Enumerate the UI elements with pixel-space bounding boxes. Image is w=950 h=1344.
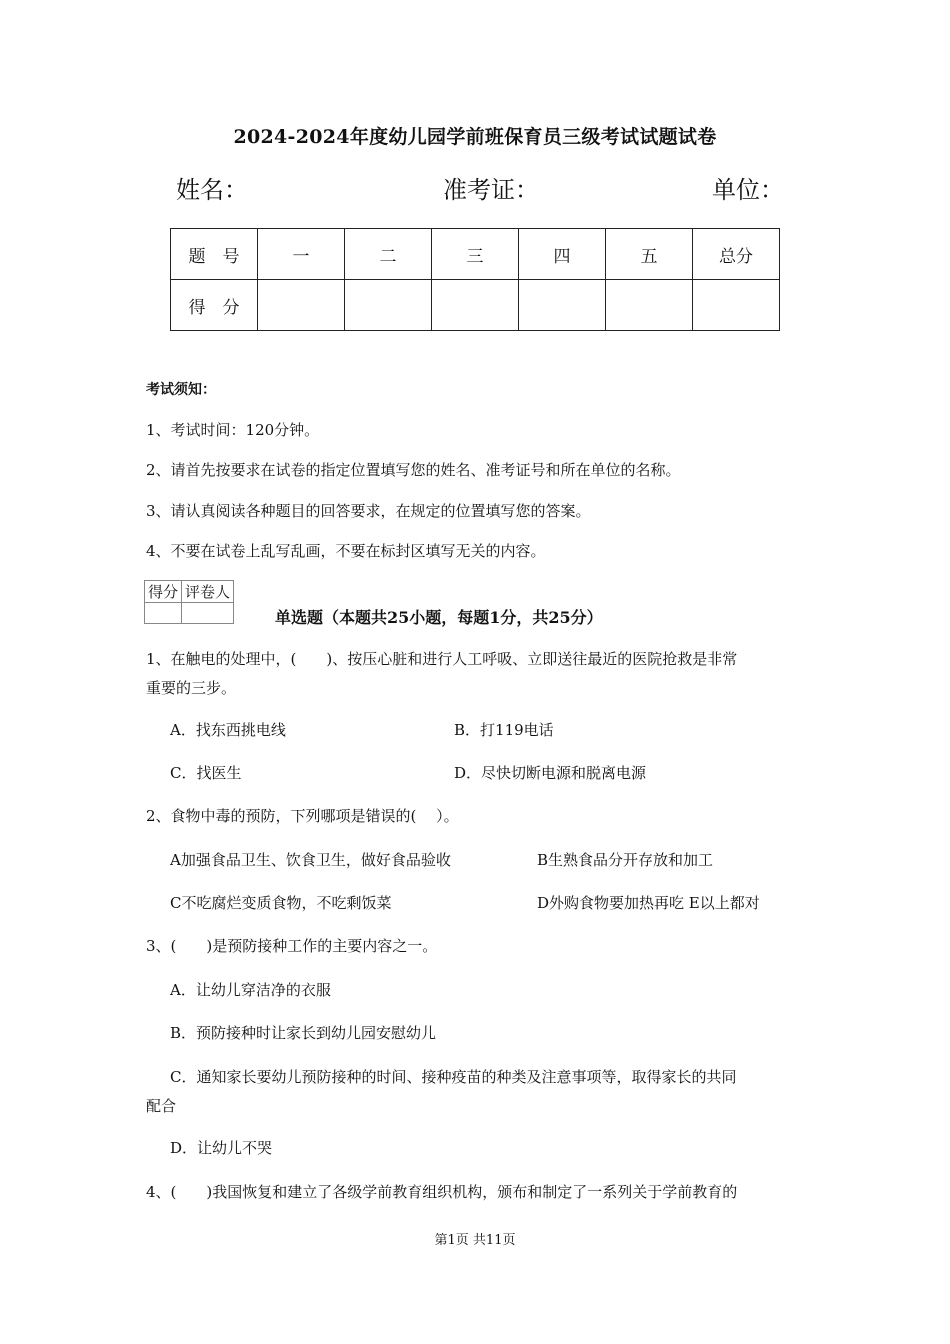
header-cell: 题 号	[171, 229, 258, 280]
score-table	[170, 228, 780, 331]
header-cell: 一	[258, 229, 345, 280]
notice-item: 4、不要在试卷上乱写乱画，不要在标封区填写无关的内容。	[146, 542, 546, 560]
score-cell[interactable]	[258, 280, 345, 331]
header-cell: 总分	[693, 229, 780, 280]
grader-score-cell[interactable]	[145, 603, 182, 624]
score-cell[interactable]	[606, 280, 693, 331]
score-table-score-row	[171, 280, 780, 331]
name-field-label: 姓名：	[176, 176, 248, 204]
q2-option-c[interactable]: C不吃腐烂变质食物，不吃剩饭菜	[170, 894, 392, 912]
question-1-text-cont: 重要的三步。	[146, 679, 237, 697]
q2-option-d[interactable]: D外购食物要加热再吃 E以上都对	[537, 894, 760, 912]
notice-item: 3、请认真阅读各种题目的回答要求，在规定的位置填写您的答案。	[146, 502, 591, 520]
ticket-field-label: 准考证：	[443, 176, 539, 204]
header-cell: 五	[606, 229, 693, 280]
question-4-text: 4、( )我国恢复和建立了各级学前教育组织机构，颁布和制定了一系列关于学前教育的	[146, 1183, 738, 1201]
grader-name-cell[interactable]	[182, 603, 234, 624]
q3-option-a[interactable]: A．让幼儿穿洁净的衣服	[170, 981, 331, 999]
notice-title: 考试须知：	[146, 382, 216, 398]
page-footer: 第1页 共11页	[434, 1233, 516, 1248]
score-cell[interactable]	[519, 280, 606, 331]
q1-option-d[interactable]: D．尽快切断电源和脱离电源	[454, 764, 647, 782]
question-1-text: 1、在触电的处理中，( )、按压心脏和进行人工呼吸、立即送往最近的医院抢救是非常	[146, 650, 738, 668]
q3-option-c[interactable]: C．通知家长要幼儿预防接种的时间、接种疫苗的种类及注意事项等，取得家长的共同	[170, 1068, 737, 1086]
notice-item: 1、考试时间：120分钟。	[146, 421, 320, 439]
question-3-text: 3、( )是预防接种工作的主要内容之一。	[146, 937, 438, 955]
exam-title: 2024-2024年度幼儿园学前班保育员三级考试试题试卷	[233, 126, 717, 148]
q3-option-c-cont: 配合	[146, 1097, 177, 1115]
score-table-header-row	[171, 229, 780, 280]
notice-item: 2、请首先按要求在试卷的指定位置填写您的姓名、准考证号和所在单位的名称。	[146, 461, 681, 479]
header-cell: 三	[432, 229, 519, 280]
header-cell: 二	[345, 229, 432, 280]
header-cell: 四	[519, 229, 606, 280]
section-title: 单选题（本题共25小题，每题1分，共25分）	[275, 608, 603, 627]
q3-option-b[interactable]: B．预防接种时让家长到幼儿园安慰幼儿	[170, 1024, 437, 1042]
q1-option-b[interactable]: B．打119电话	[454, 721, 554, 739]
question-2-text: 2、食物中毒的预防，下列哪项是错误的( ）。	[146, 807, 459, 825]
q2-option-b[interactable]: B生熟食品分开存放和加工	[537, 851, 714, 869]
grader-score-label: 得分	[145, 581, 182, 603]
unit-field-label: 单位：	[712, 176, 784, 204]
q2-option-a[interactable]: A加强食品卫生、饮食卫生，做好食品验收	[170, 851, 451, 869]
score-cell[interactable]	[693, 280, 780, 331]
grader-box	[144, 580, 234, 624]
score-cell[interactable]	[432, 280, 519, 331]
grader-name-label: 评卷人	[182, 581, 234, 603]
q1-option-a[interactable]: A．找东西挑电线	[170, 721, 286, 739]
score-cell[interactable]	[345, 280, 432, 331]
q3-option-d[interactable]: D．让幼儿不哭	[170, 1139, 273, 1157]
q1-option-c[interactable]: C．找医生	[170, 764, 242, 782]
score-row-label: 得 分	[171, 280, 258, 331]
